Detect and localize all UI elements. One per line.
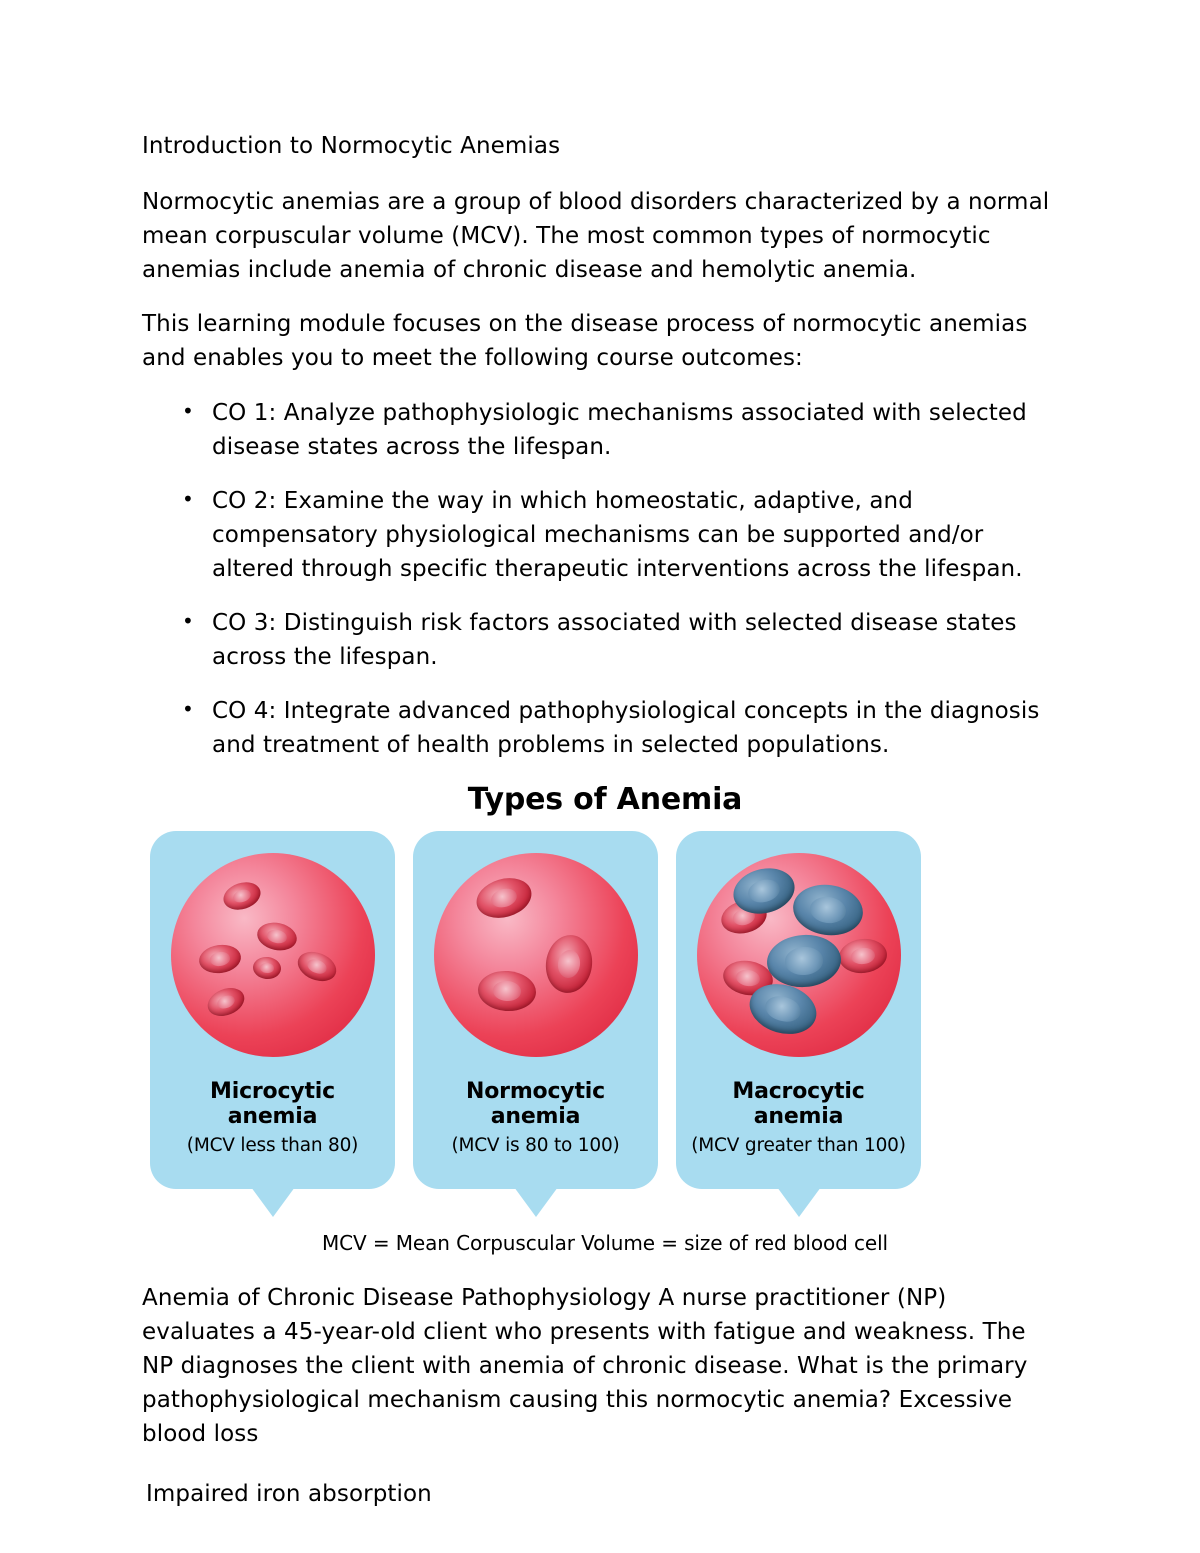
card-name-line2: anemia xyxy=(490,1104,581,1130)
list-item xyxy=(176,396,1060,464)
red-blood-cell-icon xyxy=(471,872,535,924)
types-of-anemia-figure xyxy=(144,782,1060,1255)
blood-cell-illustration xyxy=(697,853,901,1057)
anemia-card-microcytic xyxy=(150,831,395,1189)
blood-cell-illustration xyxy=(434,853,638,1057)
blood-cell-illustration xyxy=(171,853,375,1057)
list-item xyxy=(176,606,1060,674)
outcome-text: CO 4: Integrate advanced pathophysiological concepts in the diagnosis and treatment of health problems in selected populations. xyxy=(212,697,1040,758)
card-mcv-range: (MCV greater than 100) xyxy=(691,1134,906,1156)
red-blood-cell-icon xyxy=(203,983,248,1021)
red-blood-cell-icon xyxy=(219,878,263,914)
intro-paragraph: Normocytic anemias are a group of blood disorders characterized by a normal mean corpuscular volume (MCV). The most common types of normocytic anemias include anemia of chronic disease and hemolytic anemia. xyxy=(142,189,1050,284)
bullet-icon: • xyxy=(182,486,194,511)
page-title: Introduction to Normocytic Anemias xyxy=(142,133,561,159)
macrocyte-icon xyxy=(765,932,842,989)
card-pointer xyxy=(777,1187,821,1217)
red-blood-cell-icon xyxy=(542,932,596,996)
card-name-line2: anemia xyxy=(753,1104,844,1130)
bullet-icon: • xyxy=(182,608,194,633)
list-item xyxy=(176,694,1060,762)
outcome-text: CO 1: Analyze pathophysiologic mechanisms associated with selected disease states across the lifespan. xyxy=(212,399,1027,460)
card-name-line2: anemia xyxy=(227,1104,318,1130)
macrocyte-icon xyxy=(789,880,865,939)
outcome-text: CO 3: Distinguish risk factors associated with selected disease states across the lifespan. xyxy=(212,609,1017,670)
card-label xyxy=(676,1079,921,1158)
red-blood-cell-icon xyxy=(476,969,537,1013)
card-pointer xyxy=(514,1187,558,1217)
anemia-card-normocytic xyxy=(413,831,658,1189)
card-name-line1: Normocytic xyxy=(466,1078,605,1104)
list-item xyxy=(176,484,1060,586)
red-blood-cell-icon xyxy=(837,936,888,975)
card-body xyxy=(413,831,658,1189)
card-mcv-range: (MCV less than 80) xyxy=(186,1134,359,1156)
red-blood-cell-icon xyxy=(254,919,299,954)
red-blood-cell-icon xyxy=(293,946,340,986)
figure-title: Types of Anemia xyxy=(467,781,743,817)
module-paragraph: This learning module focuses on the disease process of normocytic anemias and enables you to meet the following course outcomes: xyxy=(142,311,1028,372)
card-pointer xyxy=(251,1187,295,1217)
red-blood-cell-icon xyxy=(251,955,281,980)
card-body xyxy=(676,831,921,1189)
red-blood-cell-icon xyxy=(197,942,242,976)
card-label xyxy=(150,1079,395,1158)
closing-paragraph: Anemia of Chronic Disease Pathophysiology A nurse practitioner (NP) evaluates a 45-year-old client who presents with fatigue and weakness. The NP diagnoses the client with anemia of chronic disease. What is the primary pathophysiological mechanism causing this normocytic anemia? Excessive blood loss xyxy=(142,1284,1028,1447)
card-mcv-range: (MCV is 80 to 100) xyxy=(451,1134,620,1156)
answer-option-text: Impaired iron absorption xyxy=(146,1480,432,1507)
card-name-line1: Microcytic xyxy=(210,1078,335,1104)
bullet-icon: • xyxy=(182,398,194,423)
card-body xyxy=(150,831,395,1189)
card-label xyxy=(413,1079,658,1158)
card-name-line1: Macrocytic xyxy=(732,1078,865,1104)
bullet-icon: • xyxy=(182,696,194,721)
figure-caption: MCV = Mean Corpuscular Volume = size of red blood cell xyxy=(321,1230,889,1255)
course-outcomes-list xyxy=(142,396,1060,762)
outcome-text: CO 2: Examine the way in which homeostatic, adaptive, and compensatory physiological mechanisms can be supported and/or altered through specific therapeutic interventions across the lifespan. xyxy=(212,487,1023,582)
anemia-cards xyxy=(144,831,1060,1189)
anemia-card-macrocytic xyxy=(676,831,921,1189)
